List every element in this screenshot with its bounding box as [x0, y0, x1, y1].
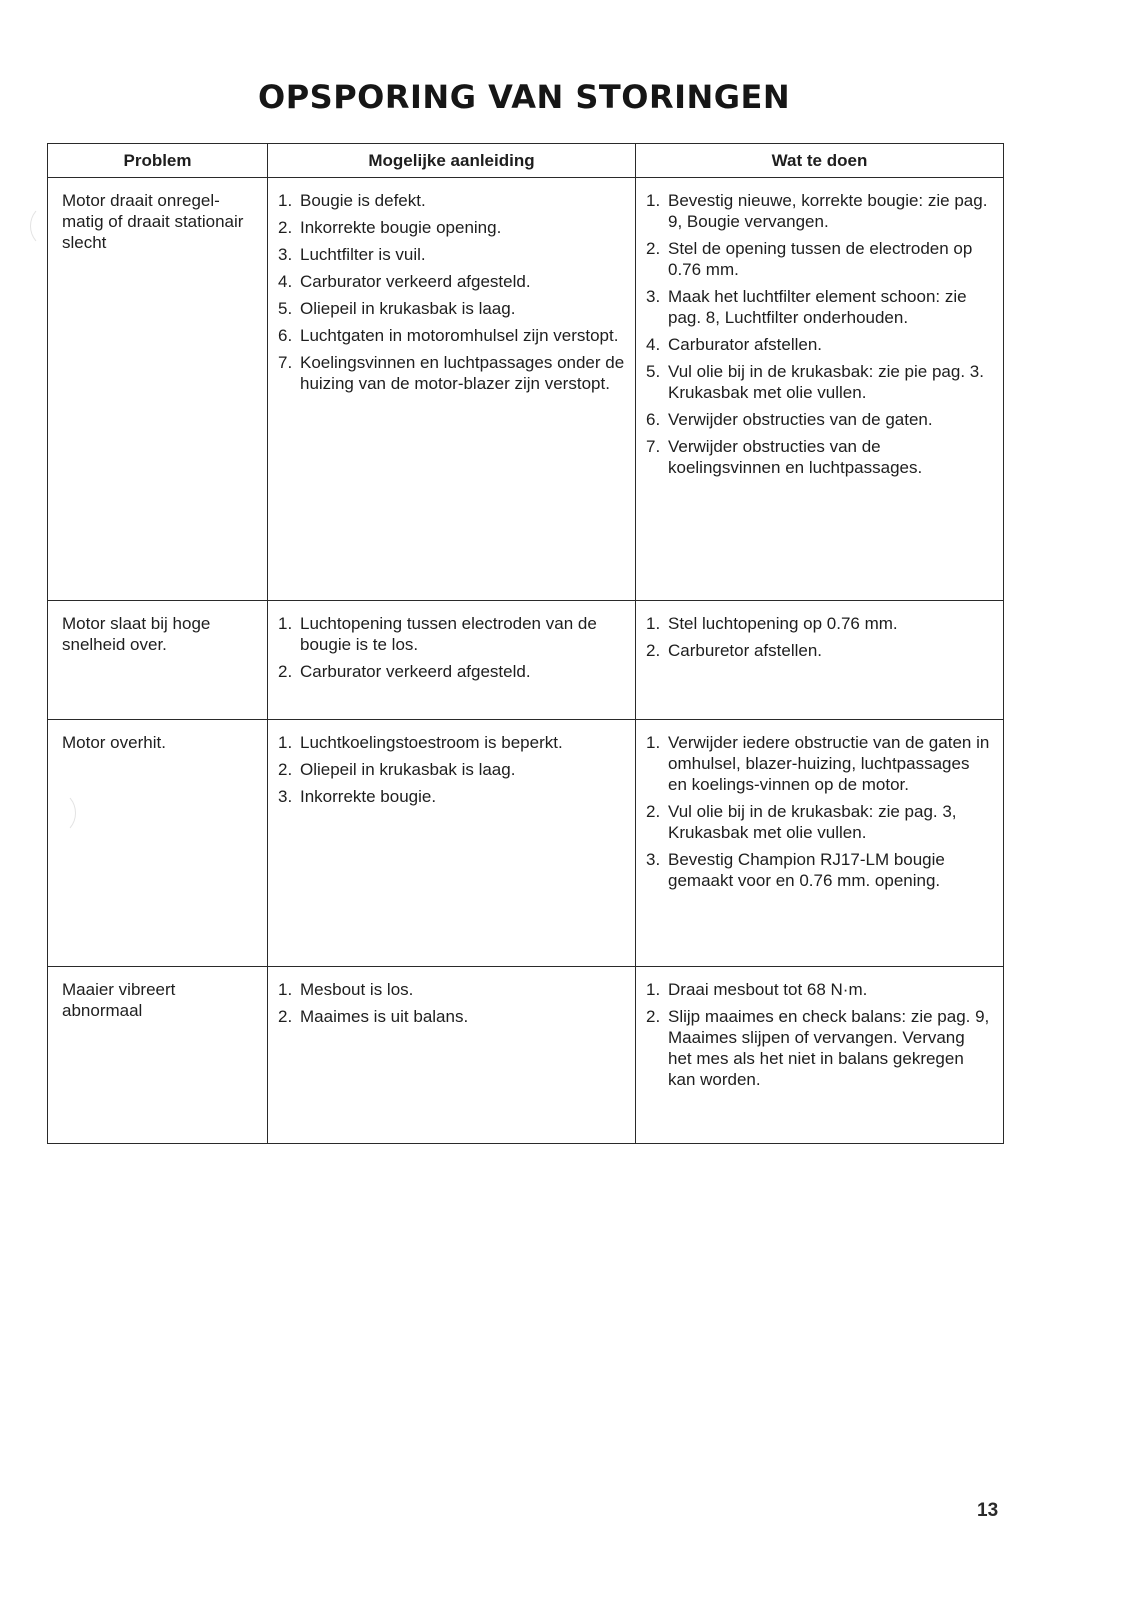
list-item: [278, 1006, 625, 1027]
list-item: [646, 436, 993, 478]
item-number: 6.: [278, 326, 293, 345]
remedy-cell: [636, 178, 1004, 601]
remedy-cell: [636, 601, 1004, 720]
item-text: Oliepeil in krukasbak is laag.: [300, 760, 516, 779]
troubleshooting-table-wrap: [47, 143, 1003, 1144]
item-text: Stel luchtopening op 0.76 mm.: [668, 614, 898, 633]
column-header-remedy: Wat te doen: [636, 144, 1004, 178]
column-header-problem: Problem: [48, 144, 268, 178]
item-number: 1.: [646, 191, 661, 210]
item-text: Carburator afstellen.: [668, 335, 823, 354]
item-text: Maak het luchtfilter element schoon: zie pag. 8, Luchtfilter onderhouden.: [668, 287, 967, 327]
remedy-list: [646, 190, 993, 478]
list-item: [278, 298, 625, 319]
item-number: 3.: [278, 787, 293, 806]
item-text: Bougie is defekt.: [300, 191, 426, 210]
item-text: Slijp maaimes en check balans: zie pag. 9, Maaimes slijpen of vervangen. Vervang het mes als het niet in balans gekregen kan worden.: [668, 1007, 990, 1089]
list-item: [278, 661, 625, 682]
list-item: [278, 759, 625, 780]
list-item: [278, 325, 625, 346]
list-item: [646, 361, 993, 403]
list-item: [278, 786, 625, 807]
remedy-list: [646, 613, 993, 661]
item-text: Verwijder obstructies van de koelingsvinnen en luchtpassages.: [668, 437, 923, 477]
table-row: [48, 967, 1004, 1144]
list-item: [278, 352, 625, 394]
table-body: [48, 178, 1004, 1144]
item-number: 1.: [646, 980, 661, 999]
item-number: 3.: [278, 245, 293, 264]
cause-list: [278, 979, 625, 1027]
item-number: 2.: [278, 1007, 293, 1026]
item-number: 2.: [646, 802, 661, 821]
remedy-list: [646, 732, 993, 891]
item-number: 6.: [646, 410, 661, 429]
list-item: [646, 613, 993, 634]
item-number: 2.: [646, 239, 661, 258]
item-number: 2.: [278, 760, 293, 779]
problem-cell: Maaier vibreert abnormaal: [48, 967, 268, 1144]
cause-cell: [268, 178, 636, 601]
item-text: Inkorrekte bougie opening.: [300, 218, 502, 237]
item-text: Vul olie bij in de krukasbak: zie pie pag. 3. Krukasbak met olie vullen.: [668, 362, 984, 402]
item-number: 7.: [646, 437, 661, 456]
troubleshooting-table: [47, 143, 1004, 1144]
table-row: [48, 601, 1004, 720]
list-item: [646, 979, 993, 1000]
list-item: [646, 801, 993, 843]
item-number: 2.: [646, 1007, 661, 1026]
cause-cell: [268, 720, 636, 967]
list-item: [278, 613, 625, 655]
item-text: Maaimes is uit balans.: [300, 1007, 469, 1026]
item-text: Koelingsvinnen en luchtpassages onder de huizing van de motor-blazer zijn verstopt.: [300, 353, 625, 393]
list-item: [278, 979, 625, 1000]
remedy-cell: [636, 967, 1004, 1144]
problem-cell: Motor slaat bij hoge snelheid over.: [48, 601, 268, 720]
list-item: [278, 190, 625, 211]
item-number: 1.: [278, 191, 293, 210]
table-header-row: [48, 144, 1004, 178]
item-number: 7.: [278, 353, 293, 372]
cause-list: [278, 613, 625, 682]
item-number: 2.: [278, 662, 293, 681]
item-text: Inkorrekte bougie.: [300, 787, 437, 806]
item-number: 2.: [278, 218, 293, 237]
item-number: 3.: [646, 850, 661, 869]
item-number: 2.: [646, 641, 661, 660]
page-number: 13: [977, 1500, 999, 1521]
item-text: Verwijder iedere obstructie van de gaten in omhulsel, blazer-huizing, luchtpassages en koelings-vinnen op de motor.: [668, 733, 990, 794]
item-number: 1.: [646, 733, 661, 752]
item-number: 5.: [646, 362, 661, 381]
item-text: Luchtgaten in motoromhulsel zijn verstopt.: [300, 326, 619, 345]
item-text: Bevestig Champion RJ17-LM bougie gemaakt voor en 0.76 mm. opening.: [668, 850, 945, 890]
list-item: [646, 732, 993, 795]
column-header-cause: Mogelijke aanleiding: [268, 144, 636, 178]
remedy-cell: [636, 720, 1004, 967]
table-row: [48, 720, 1004, 967]
item-number: 3.: [646, 287, 661, 306]
item-text: Luchtkoelingstoestroom is beperkt.: [300, 733, 563, 752]
item-number: 1.: [278, 733, 293, 752]
list-item: [646, 640, 993, 661]
item-text: Vul olie bij in de krukasbak: zie pag. 3, Krukasbak met olie vullen.: [668, 802, 957, 842]
cause-cell: [268, 601, 636, 720]
item-text: Luchtfilter is vuil.: [300, 245, 426, 264]
list-item: [646, 238, 993, 280]
item-number: 1.: [278, 614, 293, 633]
item-text: Bevestig nieuwe, korrekte bougie: zie pag. 9, Bougie vervangen.: [668, 191, 988, 231]
list-item: [278, 217, 625, 238]
item-number: 5.: [278, 299, 293, 318]
page-title: OPSPORING VAN STORINGEN: [258, 78, 791, 116]
table-row: [48, 178, 1004, 601]
problem-cell: Motor overhit.: [48, 720, 268, 967]
list-item: [646, 334, 993, 355]
item-number: 1.: [278, 980, 293, 999]
list-item: [646, 409, 993, 430]
list-item: [646, 849, 993, 891]
item-text: Mesbout is los.: [300, 980, 414, 999]
item-text: Luchtopening tussen electroden van de bougie is te los.: [300, 614, 597, 654]
list-item: [278, 244, 625, 265]
cause-cell: [268, 967, 636, 1144]
problem-cell: Motor draait onregel-matig of draait stationair slecht: [48, 178, 268, 601]
cause-list: [278, 190, 625, 394]
list-item: [646, 190, 993, 232]
item-text: Carburetor afstellen.: [668, 641, 823, 660]
list-item: [278, 732, 625, 753]
cause-list: [278, 732, 625, 807]
item-text: Oliepeil in krukasbak is laag.: [300, 299, 516, 318]
list-item: [646, 1006, 993, 1090]
list-item: [646, 286, 993, 328]
item-text: Carburator verkeerd afgesteld.: [300, 662, 531, 681]
item-text: Draai mesbout tot 68 N·m.: [668, 980, 868, 999]
item-number: 4.: [646, 335, 661, 354]
list-item: [278, 271, 625, 292]
remedy-list: [646, 979, 993, 1090]
item-text: Carburator verkeerd afgesteld.: [300, 272, 531, 291]
item-number: 1.: [646, 614, 661, 633]
item-number: 4.: [278, 272, 293, 291]
item-text: Stel de opening tussen de electroden op 0.76 mm.: [668, 239, 973, 279]
item-text: Verwijder obstructies van de gaten.: [668, 410, 933, 429]
